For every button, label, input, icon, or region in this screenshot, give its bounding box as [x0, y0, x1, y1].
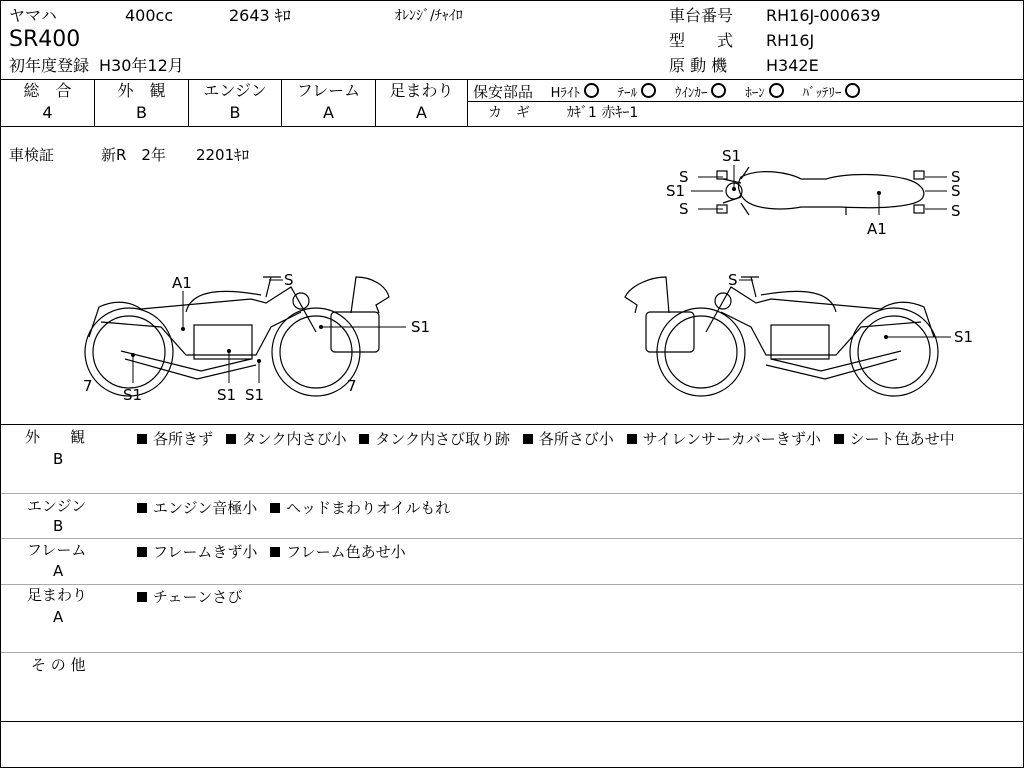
ok-circle-icon — [641, 83, 656, 98]
bullet-icon — [359, 434, 369, 444]
safety-item-battery: ﾊﾞｯﾃﾘｰ — [802, 86, 842, 101]
grade-engine-label: エンジン — [203, 81, 267, 100]
bullet-icon — [834, 434, 844, 444]
safety-item-winker: ｳｲﾝｶｰ — [674, 86, 708, 101]
bullet-icon — [137, 434, 147, 444]
engine-model-label: 原 動 機 — [669, 56, 728, 75]
remark-grade-exterior: B — [53, 450, 64, 468]
remark-item: 各所さび小 — [538, 430, 614, 448]
safety-item-tail: ﾃｰﾙ — [617, 86, 638, 101]
remark-list-frame — [137, 541, 1015, 563]
type-label: 型 式 — [669, 31, 734, 50]
frame-number-value: RH16J-000639 — [766, 6, 881, 25]
safety-item-headlight: Hﾗｲﾄ — [550, 86, 580, 101]
grade-exterior-value: B — [136, 103, 147, 122]
safety-parts-row — [473, 83, 860, 100]
remark-category-suspension: 足まわり — [27, 586, 88, 604]
maker: ヤマハ — [9, 6, 57, 25]
mark-label: S — [728, 271, 738, 289]
motorcycle-diagram — [1, 127, 1023, 423]
remark-grade-engine: B — [53, 517, 64, 535]
mark-label: 7 — [83, 377, 93, 395]
remark-grade-suspension: A — [53, 608, 64, 626]
engine-model-value: H342E — [766, 56, 819, 75]
grade-overall-value: 4 — [42, 103, 53, 122]
safety-item-horn: ﾎｰﾝ — [745, 86, 765, 101]
mark-label: S — [951, 182, 961, 200]
mark-label: S1 — [217, 386, 237, 404]
bullet-icon — [137, 592, 147, 602]
mark-label: S1 — [722, 147, 742, 165]
ok-circle-icon — [845, 83, 860, 98]
grade-engine-value: B — [229, 103, 241, 122]
grade-overall-label: 総 合 — [23, 81, 72, 100]
mileage: 2643 ｷﾛ — [229, 6, 291, 25]
bullet-icon — [137, 547, 147, 557]
inspection-value: 新R 2年 2201ｷﾛ — [101, 146, 250, 164]
key-label: カ ギ — [488, 105, 530, 121]
bullet-icon — [270, 503, 280, 513]
type-value: RH16J — [766, 31, 815, 50]
remark-item: フレーム色あせ小 — [286, 543, 406, 561]
grade-suspension-label: 足まわり — [389, 81, 454, 100]
mark-label: S1 — [954, 328, 974, 346]
mark-label: S1 — [666, 182, 686, 200]
remark-item: タンク内さび小 — [241, 430, 347, 448]
remark-category-engine: エンジン — [27, 497, 87, 515]
model-name: SR400 — [9, 27, 81, 52]
mark-label: A1 — [867, 220, 887, 238]
mark-label: S — [679, 168, 689, 186]
mark-label: S — [951, 202, 961, 220]
remark-item: タンク内さび取り跡 — [375, 430, 510, 448]
left-side-diagram — [85, 277, 389, 396]
remark-list-suspension — [137, 586, 1015, 608]
remark-item: エンジン音極小 — [153, 499, 258, 517]
bullet-icon — [627, 434, 637, 444]
remark-category-exterior: 外 観 — [25, 428, 86, 446]
frame-number-label: 車台番号 — [669, 6, 734, 25]
bullet-icon — [226, 434, 236, 444]
remark-item: サイレンサーカバーきず小 — [642, 430, 821, 448]
inspection-label: 車検証 — [9, 146, 55, 164]
remark-item: 各所きず — [153, 430, 214, 448]
top-view-diagram — [717, 167, 924, 215]
grade-frame-label: フレーム — [296, 81, 361, 100]
grade-suspension-value: A — [416, 103, 427, 122]
remark-item: シート色あせ中 — [849, 430, 955, 448]
key-value: ｶｷﾞ1 赤ｷｰ1 — [567, 105, 639, 121]
remark-category-frame: フレーム — [27, 541, 87, 559]
displacement: 400cc — [125, 6, 174, 25]
remark-item: フレームきず小 — [153, 543, 258, 561]
ok-circle-icon — [584, 83, 599, 98]
mark-label: 7 — [347, 377, 357, 395]
remark-category-other: そ の 他 — [31, 656, 86, 674]
bullet-icon — [270, 547, 280, 557]
color: ｵﾚﾝｼﾞ/ﾁｬｲﾛ — [395, 8, 463, 24]
mark-label: S1 — [411, 318, 431, 336]
remark-list-exterior — [137, 428, 1015, 450]
bullet-icon — [523, 434, 533, 444]
ok-circle-icon — [711, 83, 726, 98]
mark-label: S1 — [123, 386, 143, 404]
mark-label: S — [951, 168, 961, 186]
mark-label: S — [284, 271, 294, 289]
mark-label: S1 — [245, 386, 265, 404]
grade-exterior-label: 外 観 — [117, 81, 166, 100]
mark-label: A1 — [172, 274, 192, 292]
remark-grade-frame: A — [53, 562, 64, 580]
remark-item: チェーンさび — [153, 588, 243, 606]
safety-parts-label: 保安部品 — [473, 83, 534, 101]
remark-list-engine — [137, 497, 1015, 519]
ok-circle-icon — [769, 83, 784, 98]
first-registration-label: 初年度登録 — [9, 56, 90, 75]
bullet-icon — [137, 503, 147, 513]
remark-item: ヘッドまわりオイルもれ — [286, 499, 451, 517]
grade-frame-value: A — [323, 103, 334, 122]
mark-label: S — [679, 200, 689, 218]
first-registration-value: H30年12月 — [99, 56, 184, 75]
